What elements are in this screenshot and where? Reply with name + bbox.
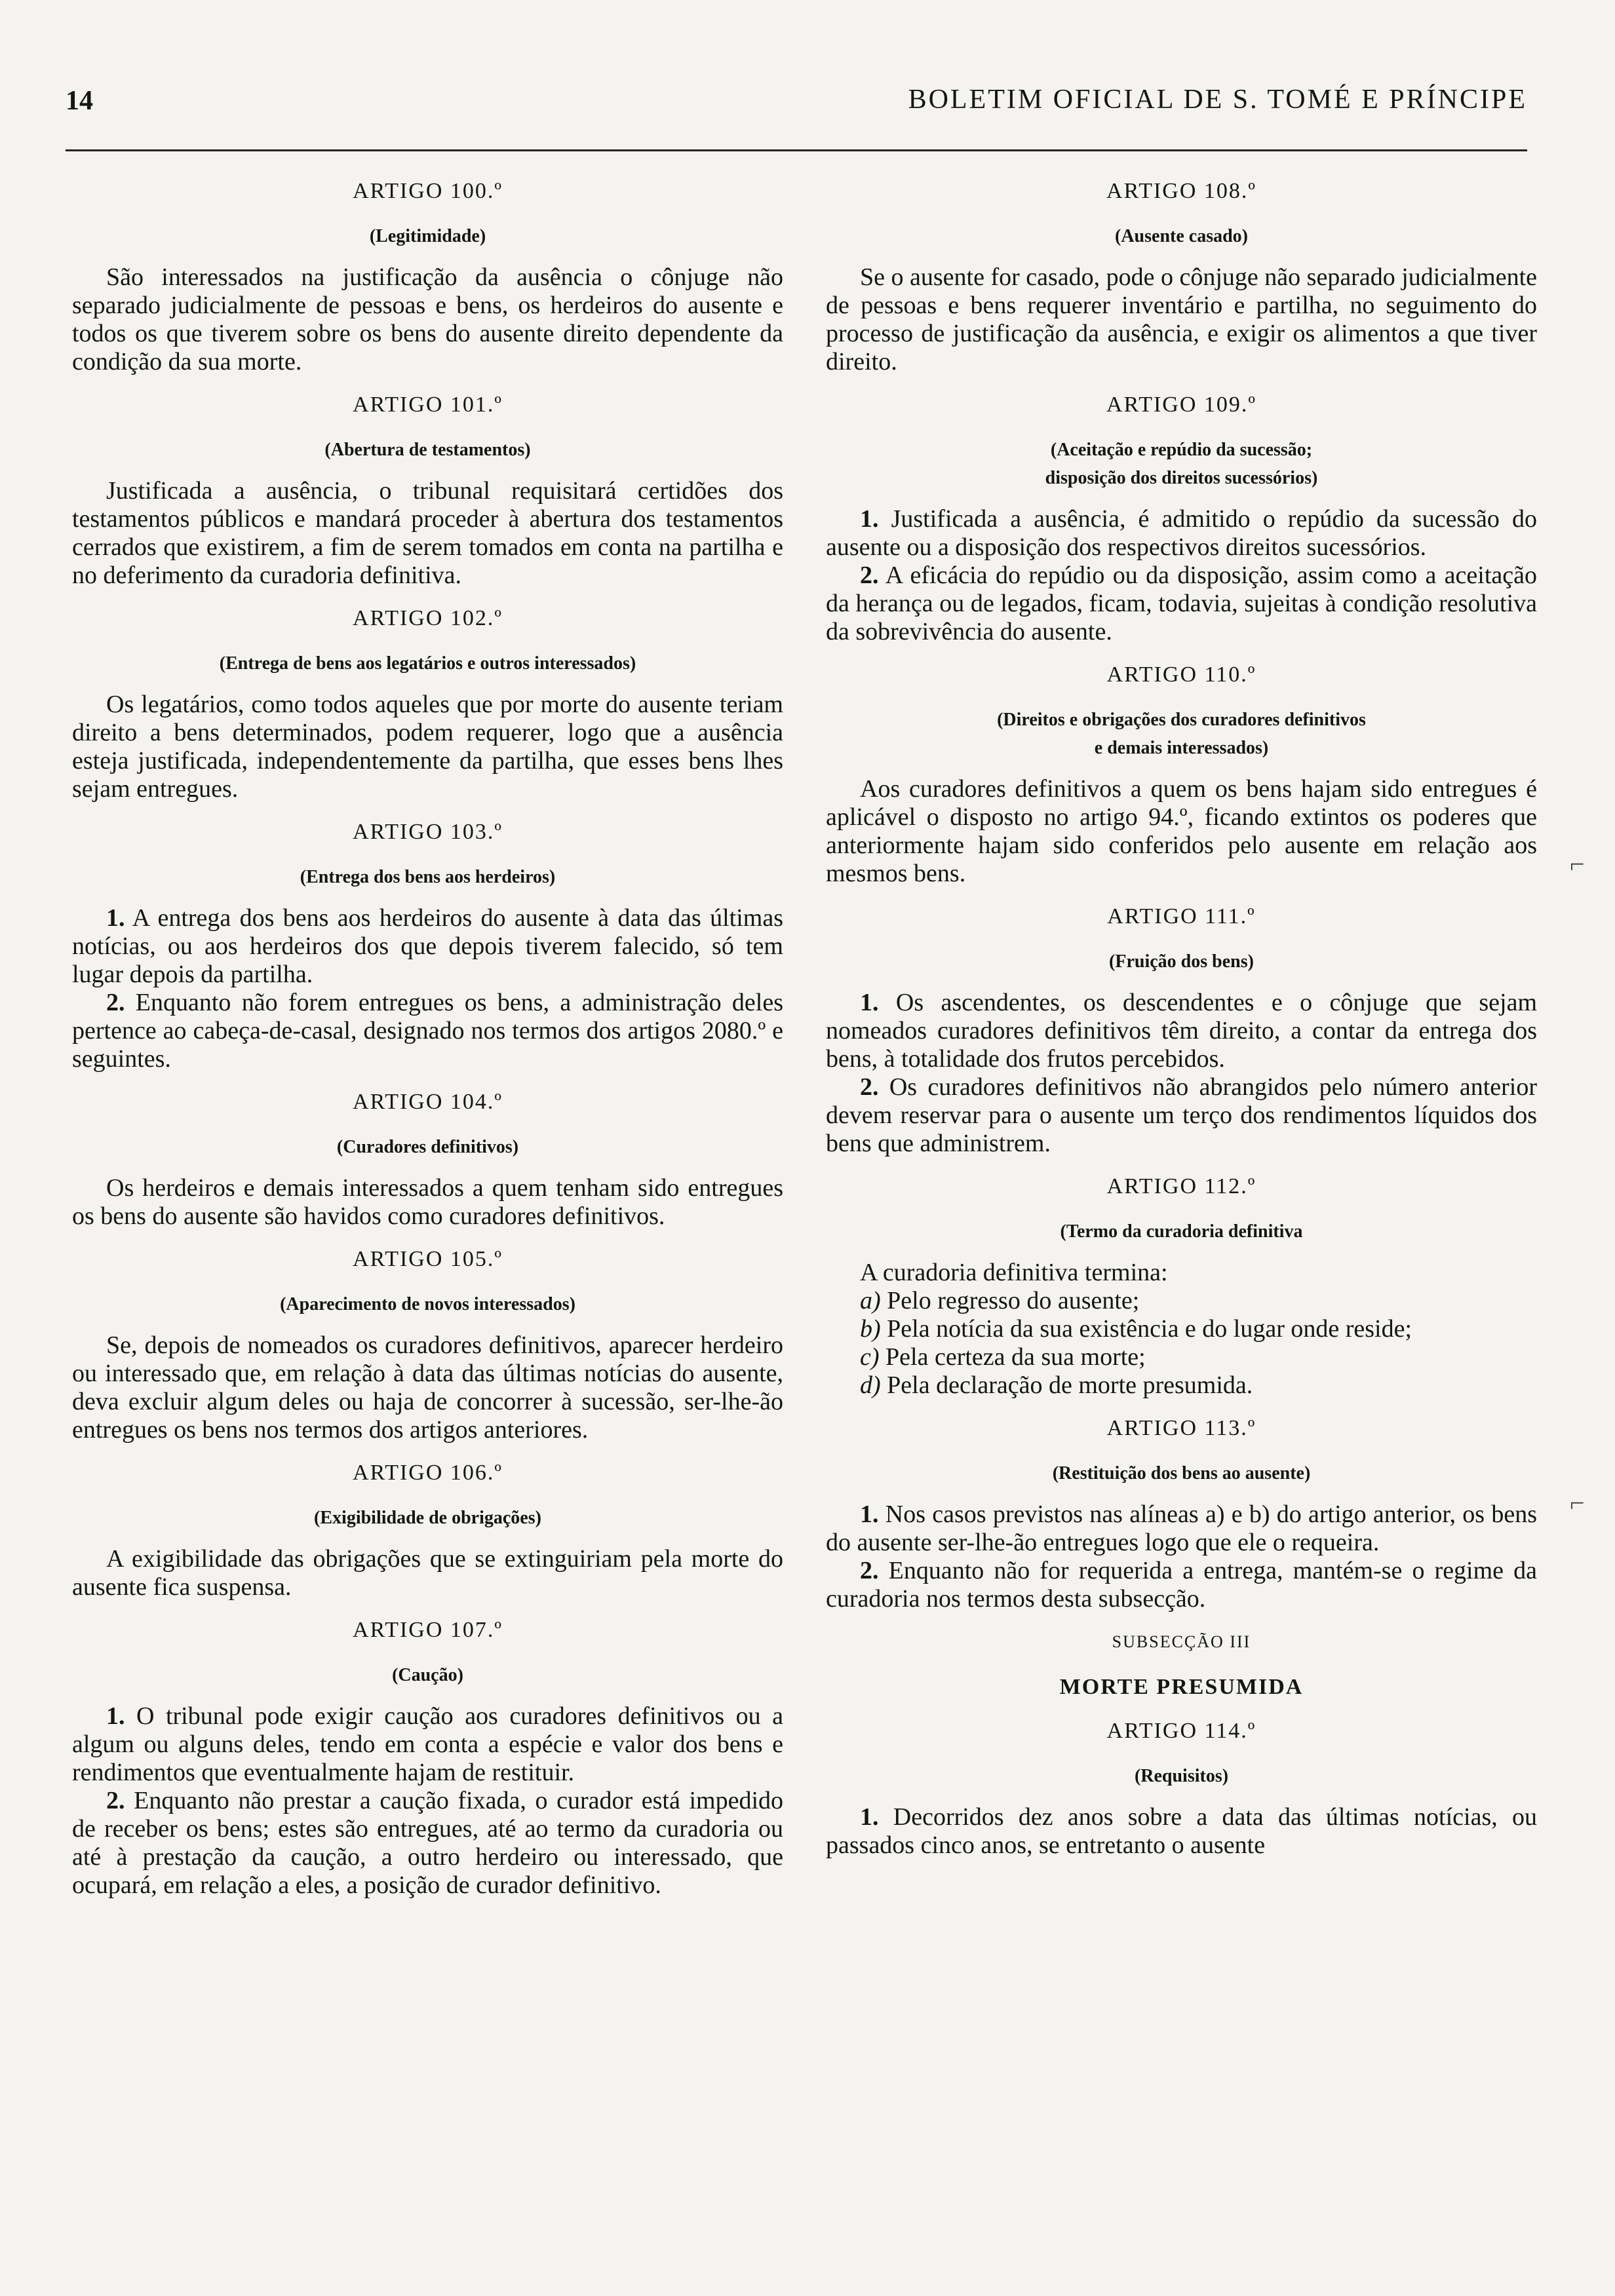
article-title: (Entrega dos bens aos herdeiros): [300, 867, 556, 887]
paragraph-number: 2.: [860, 1557, 879, 1584]
article-heading: ARTIGO 103.º: [353, 820, 503, 844]
article-title: [826, 706, 1537, 762]
page-header: [66, 79, 1527, 124]
paragraph-1: [826, 505, 1537, 562]
paragraph-1: [826, 1803, 1537, 1860]
paragraph-2: [826, 562, 1537, 646]
article-title-line: (Aceitação e repúdio da sucessão;: [1050, 440, 1313, 460]
article-text: São interessados na justificação da ausência o cônjuge não separado judicialmente de pessoas e bens, os herdeiros do ausente e todos os que tiverem sobre os bens do ausente direito dependente da condição da sua morte.: [72, 263, 783, 375]
subsection-label: SUBSECÇÃO III: [1112, 1632, 1251, 1651]
paragraph-text: Enquanto não forem entregues os bens, a administração deles pertence ao cabeça-de-casal, designado nos termos dos artigos 2080.º e seguintes.: [72, 989, 784, 1073]
article-heading: ARTIGO 113.º: [1106, 1416, 1256, 1440]
paragraph-number: 1.: [860, 1501, 879, 1528]
paragraph-text: O tribunal pode exigir caução aos curadores definitivos ou a algum ou alguns deles, tendo em conta a espécie e valor dos bens e rendimentos que eventualmente hajam de restituir.: [72, 1702, 783, 1786]
right-column: [826, 177, 1537, 1874]
item-letter: c): [860, 1343, 880, 1371]
paragraph-1: [826, 989, 1537, 1073]
item-text: Pelo regresso do ausente;: [887, 1287, 1140, 1314]
article-heading: ARTIGO 100.º: [353, 179, 503, 203]
article-title-line: e demais interessados): [1094, 738, 1269, 758]
item-letter: b): [860, 1315, 881, 1343]
article-109: [826, 391, 1537, 646]
article-title: (Aparecimento de novos interessados): [280, 1294, 575, 1314]
article-101: [72, 391, 783, 590]
page-number: 14: [66, 86, 93, 116]
article-102: [72, 604, 783, 803]
paragraph-text: A eficácia do repúdio ou da disposição, assim como a aceitação da herança ou de legados, ficam, todavia, sujeitas à condição resolutiva da sobrevivência do ausente.: [826, 562, 1537, 645]
item-letter: a): [860, 1287, 881, 1314]
article-heading: ARTIGO 110.º: [1106, 662, 1256, 687]
article-title: (Exigibilidade de obrigações): [314, 1508, 541, 1528]
paragraph-text: Decorridos dez anos sobre a data das últimas notícias, ou passados cinco anos, se entretanto o ausente: [826, 1803, 1537, 1859]
paragraph-number: 1.: [860, 505, 879, 533]
margin-scan-mark: ⌐: [1570, 849, 1585, 879]
article-112: [826, 1172, 1537, 1400]
article-113: [826, 1414, 1537, 1613]
article-heading: ARTIGO 101.º: [353, 392, 503, 417]
article-title-line: disposição dos direitos sucessórios): [1045, 468, 1318, 488]
article-108: [826, 177, 1537, 376]
paragraph-text: Enquanto não for requerida a entrega, mantém-se o regime da curadoria nos termos desta subsecção.: [826, 1557, 1538, 1613]
article-heading: ARTIGO 102.º: [353, 606, 503, 630]
article-title: (Abertura de testamentos): [324, 440, 531, 460]
paragraph-number: 2.: [860, 562, 879, 589]
paragraph-2: [72, 989, 783, 1073]
article-103: [72, 818, 783, 1073]
article-text: Os legatários, como todos aqueles que por morte do ausente teriam direito a bens determinados, podem requerer, logo que a ausência esteja justificada, independentemente da partilha, que esses bens lhes sejam entregues.: [72, 691, 783, 803]
item-c: [826, 1343, 1537, 1371]
paragraph-2: [826, 1073, 1537, 1158]
article-title: (Legitimidade): [369, 226, 486, 246]
paragraph-1: [72, 904, 783, 989]
article-heading: ARTIGO 106.º: [353, 1461, 503, 1485]
article-title: (Fruição dos bens): [1109, 951, 1254, 972]
paragraph-1: [72, 1702, 783, 1787]
article-text: A exigibilidade das obrigações que se extinguiriam pela morte do ausente fica suspensa.: [72, 1545, 783, 1601]
paragraph-number: 2.: [860, 1073, 879, 1101]
paragraph-2: [72, 1787, 783, 1900]
paragraph-number: 1.: [106, 1702, 125, 1730]
article-heading: ARTIGO 105.º: [353, 1247, 503, 1271]
article-100: [72, 177, 783, 376]
article-110: [826, 660, 1537, 888]
article-heading: ARTIGO 109.º: [1106, 392, 1256, 417]
article-title: (Caução): [392, 1665, 463, 1685]
article-title: (Termo da curadoria definitiva: [1060, 1221, 1303, 1242]
article-title-line: (Direitos e obrigações dos curadores definitivos: [997, 710, 1366, 730]
article-text: Justificada a ausência, o tribunal requisitará certidões dos testamentos públicos e mandará proceder à abertura dos testamentos cerrados que existirem, a fim de serem tomados em conta na partilha e no deferimento da curadoria definitiva.: [72, 477, 783, 589]
header-rule: [66, 149, 1527, 151]
item-text: Pela certeza da sua morte;: [885, 1343, 1146, 1371]
article-intro: A curadoria definitiva termina:: [860, 1259, 1168, 1286]
paragraph-text: Justificada a ausência, é admitido o repúdio da sucessão do ausente ou a disposição dos respectivos direitos sucessórios.: [826, 505, 1537, 561]
article-heading: ARTIGO 107.º: [353, 1618, 503, 1642]
article-heading: ARTIGO 104.º: [353, 1090, 503, 1114]
paragraph-text: Os curadores definitivos não abrangidos pelo número anterior devem reservar para o ausente um terço dos rendimentos líquidos dos bens que administrem.: [826, 1073, 1538, 1157]
paragraph-text: Nos casos previstos nas alíneas a) e b) do artigo anterior, os bens do ausente ser-lhe-ão entregues logo que ele o requeira.: [826, 1501, 1537, 1556]
article-title: (Curadores definitivos): [336, 1137, 519, 1157]
article-105: [72, 1245, 783, 1444]
paragraph-1: [826, 1501, 1537, 1557]
article-104: [72, 1088, 783, 1231]
paragraph-text: Os ascendentes, os descendentes e o cônjuge que sejam nomeados curadores definitivos têm direito, a contar da entrega dos bens, à totalidade dos frutos percebidos.: [826, 989, 1538, 1073]
item-b: [826, 1315, 1537, 1343]
article-heading: ARTIGO 108.º: [1106, 179, 1256, 203]
subsection-title: MORTE PRESUMIDA: [1059, 1675, 1304, 1699]
paragraph-text: A entrega dos bens aos herdeiros do ausente à data das últimas notícias, ou aos herdeiros dos que depois tiverem falecido, só tem lugar depois da partilha.: [72, 904, 783, 988]
paragraph-2: [826, 1557, 1537, 1613]
margin-scan-mark: ⌐: [1570, 1488, 1585, 1518]
item-a: [826, 1287, 1537, 1315]
article-text: Se o ausente for casado, pode o cônjuge não separado judicialmente de pessoas e bens requerer inventário e partilha, no seguimento do processo de justificação da ausência, e exigir os alimentos a que tiver direito.: [826, 263, 1538, 375]
article-title: (Restituição dos bens ao ausente): [1052, 1463, 1311, 1483]
article-heading: ARTIGO 112.º: [1106, 1174, 1256, 1198]
paragraph-number: 1.: [860, 1803, 879, 1831]
paragraph-number: 2.: [106, 1787, 125, 1814]
article-text: Se, depois de nomeados os curadores definitivos, aparecer herdeiro ou interessado que, em relação à data das últimas notícias do ausente, deva excluir algum deles ou haja de concorrer à sucessão, ser-lhe-ão entregues os bens nos termos dos artigos anteriores.: [72, 1331, 783, 1444]
article-106: [72, 1459, 783, 1601]
item-letter: d): [860, 1371, 881, 1399]
paragraph-number: 2.: [106, 989, 125, 1016]
article-text: Aos curadores definitivos a quem os bens hajam sido entregues é aplicável o disposto no artigo 94.º, ficando extintos os poderes que anteriormente hajam sido conferidos pelo ausente em relação aos mesmos bens.: [826, 775, 1537, 887]
article-111: [826, 902, 1537, 1158]
article-text: Os herdeiros e demais interessados a quem tenham sido entregues os bens do ausente são havidos como curadores definitivos.: [72, 1174, 783, 1230]
article-114: [826, 1717, 1537, 1860]
item-d: [826, 1371, 1537, 1400]
article-title: (Requisitos): [1134, 1766, 1229, 1786]
paragraph-number: 1.: [860, 989, 879, 1016]
article-heading: ARTIGO 114.º: [1106, 1719, 1256, 1743]
paragraph-number: 1.: [106, 904, 125, 932]
publication-title: BOLETIM OFICIAL DE S. TOMÉ E PRÍNCIPE: [908, 85, 1527, 115]
article-title: (Entrega de bens aos legatários e outros interessados): [219, 653, 636, 674]
article-heading: ARTIGO 111.º: [1107, 904, 1256, 928]
item-text: Pela notícia da sua existência e do lugar onde reside;: [887, 1315, 1412, 1343]
article-107: [72, 1616, 783, 1900]
left-column: [72, 177, 783, 1914]
article-title: (Ausente casado): [1115, 226, 1248, 246]
item-text: Pela declaração de morte presumida.: [887, 1371, 1253, 1399]
article-title: [826, 436, 1537, 492]
paragraph-text: Enquanto não prestar a caução fixada, o curador está impedido de receber os bens; estes são entregues, até ao termo da curadoria ou até à prestação da caução, a outro herdeiro ou interessado, que ocupará, em relação a eles, a posição de curador definitivo.: [72, 1787, 784, 1899]
